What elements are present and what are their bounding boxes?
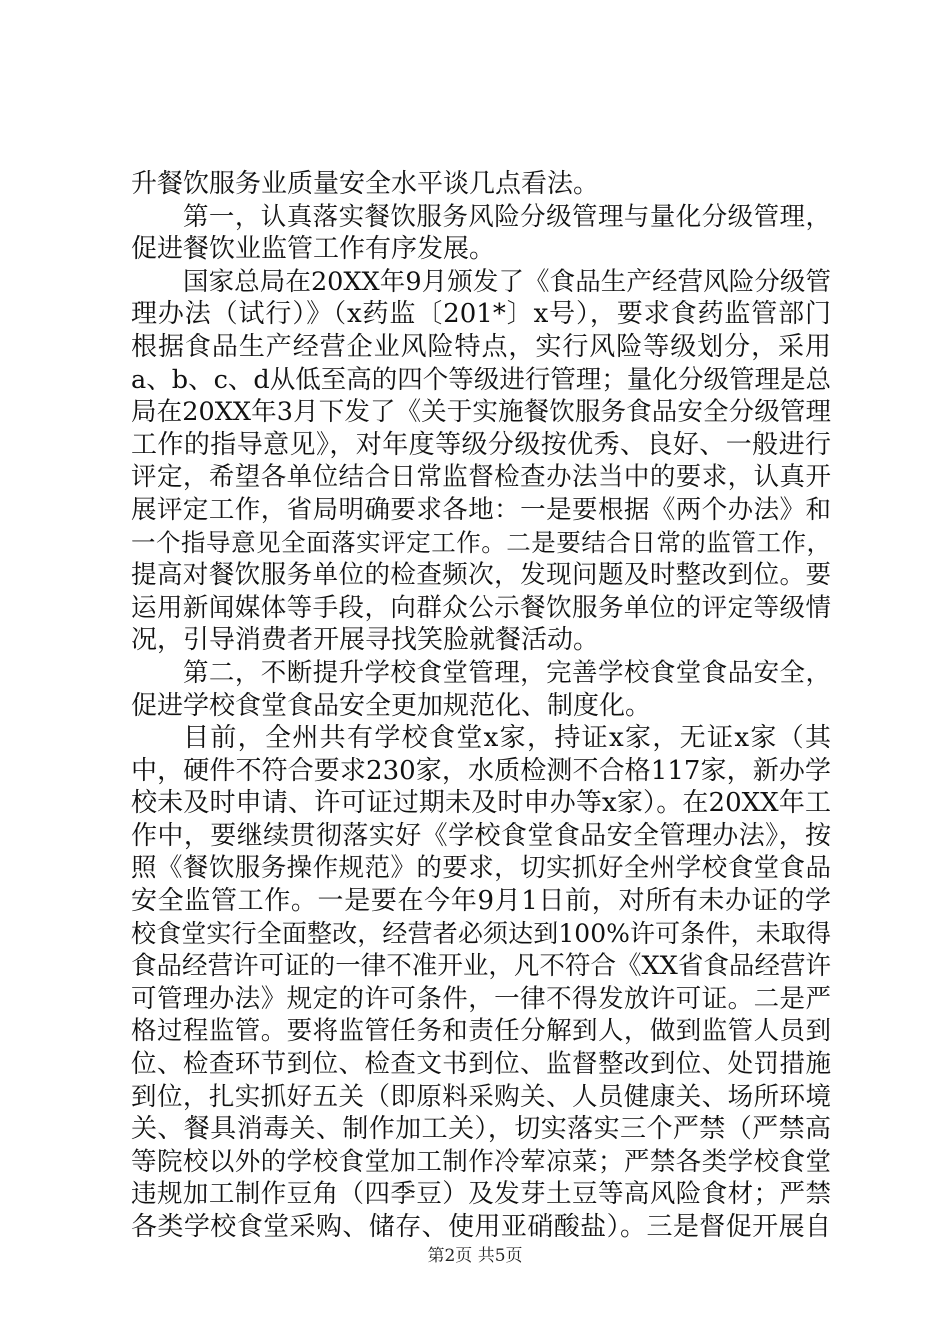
text-line: 安全监管工作。一是要在今年9月1日前，对所有未办证的学 xyxy=(131,886,831,917)
text-line: 违规加工制作豆角（四季豆）及发芽土豆等高风险食材；严禁 xyxy=(131,1179,831,1210)
text-line: 关、餐具消毒关、制作加工关），切实落实三个严禁（严禁高 xyxy=(131,1114,831,1145)
text-line: 促进餐饮业监管工作有序发展。 xyxy=(131,234,496,265)
text-line: 理办法（试行）》（x药监〔201*〕x号），要求食药监管部门 xyxy=(131,299,831,330)
text-line: 况，引导消费者开展寻找笑脸就餐活动。 xyxy=(131,625,600,656)
text-line: 照《餐饮服务操作规范》的要求，切实抓好全州学校食堂食品 xyxy=(131,853,831,884)
text-line: 工作的指导意见》，对年度等级分级按优秀、良好、一般进行 xyxy=(131,429,831,460)
text-line: 第二，不断提升学校食堂管理，完善学校食堂食品安全， xyxy=(183,657,831,688)
text-line: 等院校以外的学校食堂加工制作冷荤凉菜；严禁各类学校食堂 xyxy=(131,1146,831,1177)
text-line: 运用新闻媒体等手段，向群众公示餐饮服务单位的评定等级情 xyxy=(131,592,831,623)
text-line: 校食堂实行全面整改，经营者必须达到100%许可条件，未取得 xyxy=(131,918,831,948)
text-line: 作中，要继续贯彻落实好《学校食堂食品安全管理办法》，按 xyxy=(131,820,831,851)
text-line: 一个指导意见全面落实评定工作。二是要结合日常的监管工作， xyxy=(131,527,831,557)
document-body xyxy=(131,168,831,1244)
text-line: 局在20XX年3月下发了《关于实施餐饮服务食品安全分级管理 xyxy=(131,397,831,428)
text-line: 目前，全州共有学校食堂x家，持证x家，无证x家（其 xyxy=(183,723,831,754)
page-footer: 第2页 共5页 xyxy=(427,1246,523,1266)
text-line: 评定，希望各单位结合日常监督检查办法当中的要求，认真开 xyxy=(131,462,831,493)
text-line: 升餐饮服务业质量安全水平谈几点看法。 xyxy=(131,169,600,199)
text-line: 格过程监管。要将监管任务和责任分解到人，做到监管人员到 xyxy=(131,1016,831,1047)
text-line: 国家总局在20XX年9月颁发了《食品生产经营风险分级管 xyxy=(183,266,831,297)
text-line: 促进学校食堂食品安全更加规范化、制度化。 xyxy=(131,690,652,721)
text-line: a、b、c、d从低至高的四个等级进行管理；量化分级管理是总 xyxy=(131,364,831,395)
text-line: 校未及时申请、许可证过期未及时申办等x家）。在20XX年工 xyxy=(131,788,831,819)
text-line: 到位，扎实抓好五关（即原料采购关、人员健康关、场所环境 xyxy=(131,1081,831,1112)
text-line: 位、检查环节到位、检查文书到位、监督整改到位、处罚措施 xyxy=(131,1049,831,1080)
text-line: 提高对餐饮服务单位的检查频次，发现问题及时整改到位。要 xyxy=(131,560,831,591)
text-line: 各类学校食堂采购、储存、使用亚硝酸盐）。三是督促开展自 xyxy=(131,1212,831,1242)
text-line: 根据食品生产经营企业风险特点，实行风险等级划分，采用 xyxy=(131,331,831,362)
text-line: 可管理办法》规定的许可条件，一律不得发放许可证。二是严 xyxy=(131,983,831,1014)
text-line: 第一，认真落实餐饮服务风险分级管理与量化分级管理， xyxy=(183,201,831,232)
text-line: 食品经营许可证的一律不准开业，凡不符合《XX省食品经营许 xyxy=(131,951,831,982)
text-line: 中，硬件不符合要求230家，水质检测不合格117家，新办学 xyxy=(131,755,831,786)
text-line: 展评定工作，省局明确要求各地：一是要根据《两个办法》和 xyxy=(131,494,831,525)
